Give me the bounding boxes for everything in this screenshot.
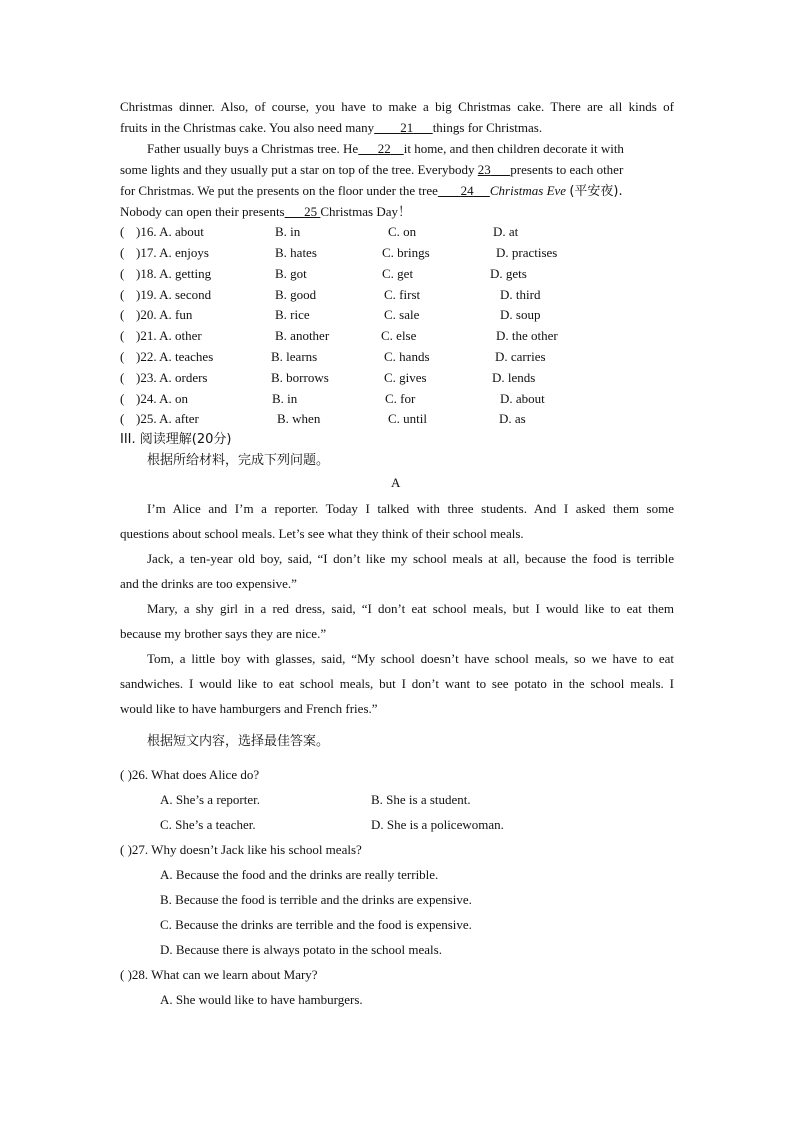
choice-row-23: ( )23. A. orders B. borrows C. gives D. lends — [120, 370, 536, 385]
option-26-c: C. She’s a teacher. — [160, 817, 256, 832]
passage-line: would like to have hamburgers and French fries.” — [120, 701, 378, 716]
passage-line: because my brother says they are nice.” — [120, 626, 327, 641]
section-instruction: 根据所给材料，完成下列问题。 — [147, 453, 330, 468]
option-26-a: A. She’s a reporter. — [160, 792, 261, 807]
cloze-line: Nobody can open their presents 25 Christmas Day！ — [120, 204, 412, 220]
option-26-b: B. She is a student. — [371, 792, 471, 807]
option-26-d: D. She is a policewoman. — [371, 817, 504, 832]
choice-row-22: ( )22. A. teaches B. learns C. hands D. carries — [120, 349, 546, 364]
choice-row-16: ( )16. A. about B. in C. on D. at — [120, 224, 519, 239]
question-instruction: 根据短文内容，选择最佳答案。 — [147, 734, 330, 749]
blank-21: 21 — [400, 120, 414, 135]
passage-line: Tom, a little boy with glasses, said, “My school doesn’t have school meals, so we have to eat — [147, 651, 674, 666]
passage-label: A — [391, 475, 401, 490]
passage-line: questions about school meals. Let’s see what they think of their school meals. — [120, 526, 524, 541]
option-27-c: C. Because the drinks are terrible and the food is expensive. — [160, 917, 472, 932]
question-28: ( )28. What can we learn about Mary? — [120, 967, 318, 982]
cloze-line: Father usually buys a Christmas tree. He 22 it home, and then children decorate it with — [147, 141, 624, 156]
blank-22: 22 — [377, 141, 391, 156]
choice-row-17: ( )17. A. enjoys B. hates C. brings D. practises — [120, 245, 558, 260]
question-26: ( )26. What does Alice do? — [120, 767, 260, 782]
cloze-line: for Christmas. We put the presents on the floor under the tree 24 Christmas Eve (平安夜). — [120, 183, 623, 199]
question-27: ( )27. Why doesn’t Jack like his school meals? — [120, 842, 362, 857]
option-27-b: B. Because the food is terrible and the drinks are expensive. — [160, 892, 472, 907]
passage-line: I’m Alice and I’m a reporter. Today I talked with three students. And I asked them some — [147, 501, 674, 516]
choice-row-25: ( )25. A. after B. when C. until D. as — [120, 411, 526, 426]
passage-line: Jack, a ten-year old boy, said, “I don’t like my school meals at all, because the food is terrible — [147, 551, 674, 566]
choice-row-21: ( )21. A. other B. another C. else D. the other — [120, 328, 558, 343]
cloze-line: fruits in the Christmas cake. You also need many 21 things for Christmas. — [120, 120, 543, 135]
choice-row-24: ( )24. A. on B. in C. for D. about — [120, 391, 545, 406]
passage-line: and the drinks are too expensive.” — [120, 576, 297, 591]
choice-row-19: ( )19. A. second B. good C. first D. third — [120, 287, 541, 302]
blank-23: 23 — [477, 162, 491, 177]
passage-line: Mary, a shy girl in a red dress, said, “I don’t eat school meals, but I would like to eat them — [147, 601, 674, 616]
option-27-d: D. Because there is always potato in the school meals. — [160, 942, 442, 957]
cloze-line: Christmas dinner. Also, of course, you have to make a big Christmas cake. There are all kinds of — [120, 99, 674, 114]
cloze-line: some lights and they usually put a star on top of the tree. Everybody 23 presents to each other — [120, 162, 624, 177]
option-27-a: A. Because the food and the drinks are really terrible. — [160, 867, 439, 882]
blank-25: 25 — [304, 204, 318, 219]
passage-line: sandwiches. I would like to eat school meals, but I don’t want to see potato in the school meals. I — [120, 676, 674, 691]
choice-row-18: ( )18. A. getting B. got C. get D. gets — [120, 266, 527, 281]
blank-24: 24 — [460, 183, 474, 198]
choice-row-20: ( )20. A. fun B. rice C. sale D. soup — [120, 307, 541, 322]
option-28-a: A. She would like to have hamburgers. — [160, 992, 363, 1007]
section-title: III. 阅读理解(20分) — [120, 432, 232, 447]
